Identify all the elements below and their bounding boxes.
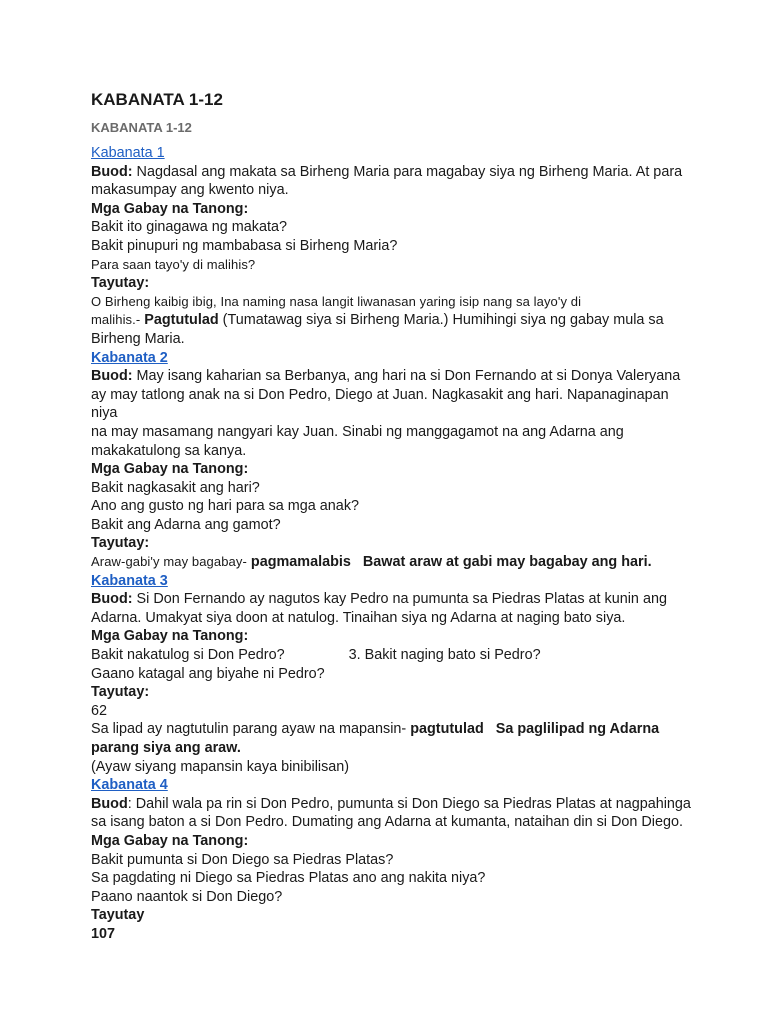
tayutay-label: Tayutay: bbox=[91, 275, 150, 292]
question: Sa pagdating ni Diego sa Piedras Platas ano ang nakita niya? bbox=[91, 870, 486, 887]
chapter-2-link[interactable]: Kabanata 2 bbox=[91, 349, 168, 366]
question-row bbox=[91, 646, 691, 665]
tayutay-text: malihis.- Pagtutulad (Tumatawag siya si Birheng Maria.) Humihingi siya ng gabay mula sa bbox=[91, 312, 664, 329]
question: 3. Bakit naging bato si Pedro? bbox=[348, 647, 541, 664]
tayutay-note: (Ayaw siyang mapansin kaya binibilisan) bbox=[91, 758, 350, 775]
tayutay-text: Sa lipad ay nagtutulin parang ayaw na mapansin- pagtutulad Sa paglilipad ng Adarna bbox=[91, 721, 660, 738]
buod-label: Buod: bbox=[91, 368, 133, 385]
buod-text: ay may tatlong anak na si Don Pedro, Diego at Juan. Nagkasakit ang hari. Napanaginapan niya bbox=[91, 386, 669, 422]
document-title: KABANATA 1-12 bbox=[91, 90, 223, 109]
gabay-label: Mga Gabay na Tanong: bbox=[91, 200, 249, 217]
tayutay-label: Tayutay bbox=[91, 907, 145, 924]
buod-text: Si Don Fernando ay nagutos kay Pedro na pumunta sa Piedras Platas at kunin ang bbox=[132, 591, 667, 608]
chapter-3-buod bbox=[91, 590, 691, 609]
buod-label: Buod bbox=[91, 795, 128, 812]
chapter-1-link[interactable]: Kabanata 1 bbox=[91, 145, 165, 161]
question: Bakit ito ginagawa ng makata? bbox=[91, 219, 287, 236]
chapter-3-link[interactable]: Kabanata 3 bbox=[91, 572, 168, 589]
buod-text: makakatulong sa kanya. bbox=[91, 442, 247, 459]
buod-label: Buod: bbox=[91, 591, 133, 608]
buod-text: : Dahil wala pa rin si Don Pedro, pumunta si Don Diego sa Piedras Platas at nagpahinga bbox=[127, 795, 691, 812]
page-number: 62 bbox=[91, 702, 108, 719]
buod-text: Adarna. Umakyat siya doon at natulog. Tinaihan siya ng Adarna at naging bato siya. bbox=[91, 609, 626, 626]
tayutay-text: Araw-gabi'y may bagabay- pagmamalabis Bawat araw at gabi may bagabay ang hari. bbox=[91, 554, 652, 571]
tayutay-label: Tayutay: bbox=[91, 684, 150, 701]
question: Ano ang gusto ng hari para sa mga anak? bbox=[91, 498, 360, 515]
chapter-1-buod bbox=[91, 163, 691, 182]
tayutay-text: Birheng Maria. bbox=[91, 330, 185, 347]
buod-text: Nagdasal ang makata sa Birheng Maria para magabay siya ng Birheng Maria. At para bbox=[132, 163, 683, 180]
tayutay-label: Tayutay: bbox=[91, 535, 150, 552]
document-subtitle: KABANATA 1-12 bbox=[91, 120, 192, 135]
question: Bakit ang Adarna ang gamot? bbox=[91, 516, 281, 533]
chapter-4-link[interactable]: Kabanata 4 bbox=[91, 777, 168, 794]
gabay-label: Mga Gabay na Tanong: bbox=[91, 832, 249, 849]
question: Paano naantok si Don Diego? bbox=[91, 888, 283, 905]
question: Bakit pinupuri ng mambabasa si Birheng Maria? bbox=[91, 237, 398, 254]
tayutay-text: O Birheng kaibig ibig, Ina naming nasa langit liwanasan yaring isip nang sa layo'y di bbox=[91, 293, 582, 309]
buod-label: Buod: bbox=[91, 163, 133, 180]
question: Bakit pumunta si Don Diego sa Piedras Platas? bbox=[91, 851, 394, 868]
page-number: 107 bbox=[91, 925, 116, 942]
buod-text: May isang kaharian sa Berbanya, ang hari na si Don Fernando at si Donya Valeryana bbox=[132, 368, 681, 385]
gabay-label: Mga Gabay na Tanong: bbox=[91, 461, 249, 478]
buod-text: na may masamang nangyari kay Juan. Sinabi ng manggagamot na ang Adarna ang bbox=[91, 423, 624, 440]
document-body bbox=[91, 144, 691, 944]
chapter-2-buod bbox=[91, 367, 691, 386]
buod-text: sa isang baton a si Don Pedro. Dumating ang Adarna at kumanta, nataihan din si Don Diego. bbox=[91, 814, 683, 831]
buod-text: makasumpay ang kwento niya. bbox=[91, 182, 289, 199]
gabay-label: Mga Gabay na Tanong: bbox=[91, 628, 249, 645]
question: Bakit nagkasakit ang hari? bbox=[91, 479, 260, 496]
question: Gaano katagal ang biyahe ni Pedro? bbox=[91, 665, 325, 682]
question: Para saan tayo'y di malihis? bbox=[91, 256, 256, 272]
question: Bakit nakatulog si Don Pedro? bbox=[91, 647, 285, 664]
tayutay-text: parang siya ang araw. bbox=[91, 740, 241, 756]
chapter-4-buod bbox=[91, 795, 691, 814]
